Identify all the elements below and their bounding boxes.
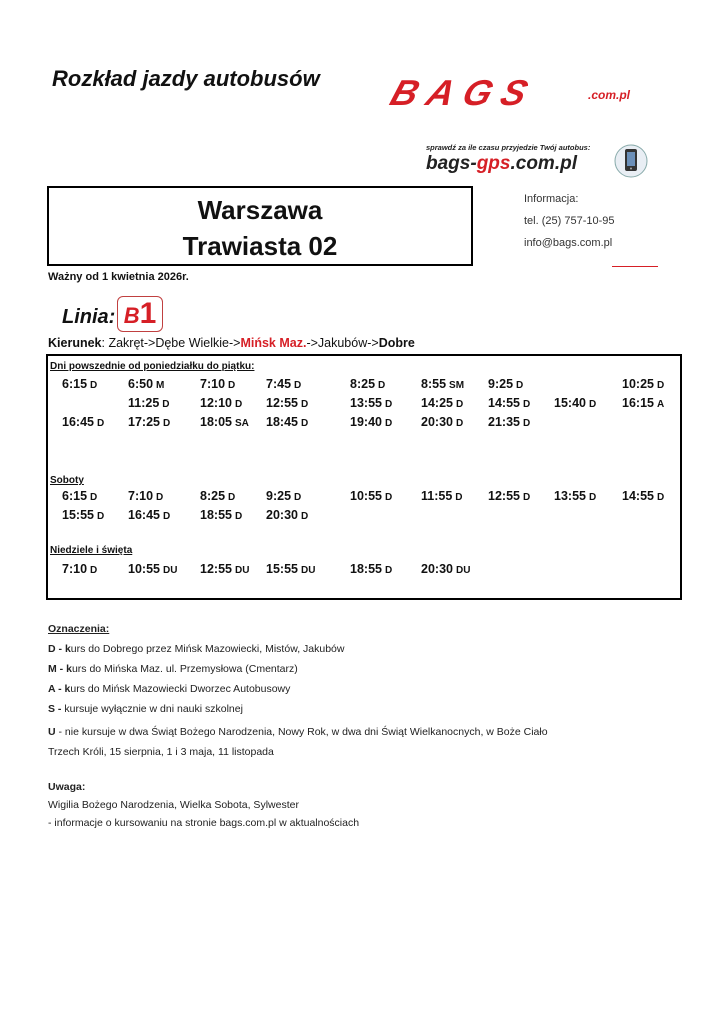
departure-time: 10:55 bbox=[350, 489, 382, 503]
departure bbox=[62, 562, 97, 576]
departure-time: 17:25 bbox=[128, 415, 160, 429]
departure bbox=[350, 396, 392, 410]
legend-item bbox=[48, 659, 344, 679]
departure-time: 12:55 bbox=[266, 396, 298, 410]
departure-symbol: DU bbox=[300, 565, 316, 576]
departure bbox=[622, 396, 664, 410]
departure-symbol: D bbox=[96, 418, 105, 429]
departure-time: 15:55 bbox=[62, 508, 94, 522]
direction-part2: ->Jakubów-> bbox=[306, 336, 379, 350]
departure bbox=[128, 508, 170, 522]
departure-time: 9:25 bbox=[488, 377, 514, 391]
uwaga-title: Uwaga: bbox=[48, 781, 86, 793]
schedule-row bbox=[48, 489, 680, 507]
legend-item bbox=[48, 679, 344, 699]
departure-symbol: D bbox=[588, 399, 597, 410]
departure bbox=[266, 562, 315, 576]
schedule-row bbox=[48, 377, 680, 395]
line-prefix: B bbox=[123, 303, 140, 328]
uwaga-line2: - informacje o kursowaniu na stronie bags.com.pl w aktualnościach bbox=[48, 817, 360, 829]
departure bbox=[200, 415, 249, 429]
legend-k: k bbox=[64, 683, 71, 695]
departure bbox=[622, 489, 664, 503]
departure-symbol: DU bbox=[162, 565, 178, 576]
departure-time: 18:45 bbox=[266, 415, 298, 429]
departure-time: 15:55 bbox=[266, 562, 298, 576]
departure bbox=[266, 415, 308, 429]
departure-time: 18:55 bbox=[350, 562, 382, 576]
schedule-row bbox=[48, 396, 680, 414]
departure-time: 14:25 bbox=[421, 396, 453, 410]
gps-url bbox=[426, 153, 577, 175]
legend-text: urs do Dobrego przez Mińsk Mazowiecki, Mistów, Jakubów bbox=[70, 643, 345, 655]
legend-text: urs do Mińska Maz. ul. Przemysłowa (Cmentarz) bbox=[71, 663, 298, 675]
departure bbox=[200, 489, 235, 503]
departure-time: 15:40 bbox=[554, 396, 586, 410]
departure-time: 14:55 bbox=[488, 396, 520, 410]
departure-symbol: D bbox=[588, 492, 597, 503]
notes-text1: - nie kursuje w dwa Świąt Bożego Narodzenia, Nowy Rok, w dwa dni Świąt Wielkanocnych, w Boże Ciało bbox=[55, 726, 548, 738]
direction-highlight: Mińsk Maz. bbox=[240, 336, 307, 350]
departure-symbol: D bbox=[234, 399, 243, 410]
departure-symbol: D bbox=[300, 511, 309, 522]
departure bbox=[488, 489, 530, 503]
legend-text: kursuje wyłącznie w dni nauki szkolnej bbox=[64, 703, 243, 715]
departure-symbol: D bbox=[156, 492, 164, 503]
exceptions-note bbox=[48, 722, 548, 762]
info-phone: tel. (25) 757-10-95 bbox=[524, 215, 615, 227]
schedule-row bbox=[48, 415, 680, 433]
departure-time: 16:45 bbox=[62, 415, 94, 429]
departure-symbol: M bbox=[156, 380, 165, 391]
direction-part1: : Zakręt->Dębe Wielkie-> bbox=[101, 336, 241, 350]
departure-time: 7:45 bbox=[266, 377, 292, 391]
sunday-header: Niedziele i święta bbox=[50, 545, 133, 556]
departure-symbol: D bbox=[656, 492, 665, 503]
departure-time: 6:15 bbox=[62, 377, 88, 391]
departure-symbol: D bbox=[300, 399, 309, 410]
departure-symbol: D bbox=[455, 418, 464, 429]
uwaga-line1: Wigilia Bożego Narodzenia, Wielka Sobota, Sylwester bbox=[48, 799, 299, 811]
departure bbox=[488, 415, 530, 429]
departure bbox=[200, 377, 235, 391]
departure-symbol: D bbox=[516, 380, 524, 391]
departure-time: 20:30 bbox=[421, 562, 453, 576]
departure bbox=[554, 396, 596, 410]
remarks bbox=[48, 778, 359, 832]
departure bbox=[62, 489, 97, 503]
departure bbox=[488, 377, 523, 391]
notes-code: U bbox=[48, 726, 56, 738]
departure bbox=[266, 377, 301, 391]
legend-sep: - bbox=[55, 703, 65, 715]
departure-time: 10:25 bbox=[622, 377, 654, 391]
line-label: Linia: bbox=[62, 306, 116, 328]
stop-name: Trawiasta 02 bbox=[182, 231, 338, 261]
legend-item bbox=[48, 699, 344, 719]
legend-item bbox=[48, 639, 344, 659]
departure-symbol: D bbox=[90, 565, 98, 576]
departure bbox=[421, 396, 463, 410]
schedule-table bbox=[46, 354, 682, 600]
direction bbox=[48, 336, 415, 350]
bags-logo bbox=[385, 72, 662, 113]
departure-symbol: D bbox=[162, 418, 171, 429]
line-number-badge bbox=[117, 296, 163, 332]
valid-from: Ważny od 1 kwietnia 2026r. bbox=[48, 271, 189, 283]
departure bbox=[350, 377, 385, 391]
gps-tagline: sprawdź za ile czasu przyjedzie Twój autobus: bbox=[426, 143, 591, 152]
saturday-header: Soboty bbox=[50, 475, 84, 486]
departure-time: 14:55 bbox=[622, 489, 654, 503]
departure-symbol: D bbox=[90, 492, 98, 503]
departure bbox=[350, 562, 392, 576]
departure-time: 11:25 bbox=[128, 396, 160, 410]
departure bbox=[128, 562, 177, 576]
legend-sep: - bbox=[55, 683, 65, 695]
departure bbox=[128, 415, 170, 429]
legend-title: Oznaczenia: bbox=[48, 623, 110, 635]
departure bbox=[200, 562, 249, 576]
departure-symbol: D bbox=[228, 380, 236, 391]
departure-time: 10:55 bbox=[128, 562, 160, 576]
legend-k: k bbox=[64, 643, 71, 655]
gps-url-mid: gps bbox=[476, 153, 511, 174]
departure-symbol: D bbox=[228, 492, 236, 503]
departure-symbol: D bbox=[90, 380, 98, 391]
legend-sep: - bbox=[55, 643, 65, 655]
departure-time: 9:25 bbox=[266, 489, 292, 503]
departure bbox=[350, 415, 392, 429]
logo-text: BAGS bbox=[385, 72, 543, 113]
departure bbox=[488, 396, 530, 410]
departure-symbol: D bbox=[294, 380, 302, 391]
departure-symbol: D bbox=[384, 418, 393, 429]
departure-symbol: SM bbox=[449, 380, 465, 391]
departure bbox=[128, 377, 164, 391]
stop-name-box bbox=[47, 186, 473, 266]
departure bbox=[421, 415, 463, 429]
legend-code: A bbox=[48, 683, 56, 695]
departure-time: 13:55 bbox=[350, 396, 382, 410]
departure-time: 8:25 bbox=[200, 489, 226, 503]
departure-symbol: D bbox=[455, 492, 463, 503]
direction-label: Kierunek bbox=[48, 336, 102, 350]
departure-time: 18:55 bbox=[200, 508, 232, 522]
phone-icon bbox=[612, 143, 650, 179]
departure-symbol: SA bbox=[234, 418, 249, 429]
notes-line1 bbox=[48, 722, 548, 742]
departure-time: 20:30 bbox=[421, 415, 453, 429]
departure-symbol: D bbox=[384, 399, 393, 410]
departure bbox=[62, 415, 104, 429]
departure-time: 7:10 bbox=[62, 562, 88, 576]
info-email: info@bags.com.pl bbox=[524, 237, 613, 249]
departure bbox=[421, 489, 463, 503]
departure bbox=[128, 489, 163, 503]
stop-city: Warszawa bbox=[197, 195, 323, 225]
departure-symbol: DU bbox=[234, 565, 250, 576]
legend-sep: - bbox=[56, 663, 67, 675]
departure bbox=[200, 508, 242, 522]
departure-symbol: D bbox=[234, 511, 243, 522]
departure-symbol: D bbox=[522, 399, 531, 410]
departure-time: 12:55 bbox=[200, 562, 232, 576]
line-number: 1 bbox=[139, 297, 157, 330]
departure bbox=[554, 489, 596, 503]
legend bbox=[48, 619, 344, 719]
legend-code: M bbox=[48, 663, 57, 675]
schedule-row bbox=[48, 562, 680, 580]
info-label: Informacja: bbox=[524, 193, 579, 205]
departure bbox=[266, 508, 308, 522]
departure-symbol: D bbox=[300, 418, 309, 429]
departure-time: 18:05 bbox=[200, 415, 232, 429]
departure-symbol: DU bbox=[455, 565, 471, 576]
gps-url-pre: bags- bbox=[426, 153, 477, 174]
logo-domain: .com.pl bbox=[588, 88, 631, 102]
departure-symbol: D bbox=[384, 492, 393, 503]
departure-time: 16:15 bbox=[622, 396, 654, 410]
legend-k: k bbox=[66, 663, 72, 675]
legend-code: D bbox=[48, 643, 56, 655]
legend-text: urs do Mińsk Mazowiecki Dworzec Autobusowy bbox=[70, 683, 291, 695]
departure-time: 12:55 bbox=[488, 489, 520, 503]
departure bbox=[200, 396, 242, 410]
departure bbox=[421, 562, 470, 576]
departure-time: 7:10 bbox=[128, 489, 154, 503]
departure-time: 8:55 bbox=[421, 377, 447, 391]
departure-symbol: D bbox=[378, 380, 386, 391]
direction-final: Dobre bbox=[378, 336, 415, 350]
departure bbox=[266, 396, 308, 410]
schedule-row bbox=[48, 508, 680, 526]
departure-symbol: D bbox=[96, 511, 105, 522]
departure-symbol: D bbox=[522, 492, 531, 503]
departure-time: 21:35 bbox=[488, 415, 520, 429]
departure-time: 20:30 bbox=[266, 508, 298, 522]
departure bbox=[128, 396, 170, 410]
departure-symbol: D bbox=[455, 399, 464, 410]
departure bbox=[421, 377, 464, 391]
departure-symbol: D bbox=[384, 565, 393, 576]
gps-url-post: .com.pl bbox=[510, 153, 577, 174]
departure-symbol: D bbox=[162, 511, 171, 522]
departure-time: 7:10 bbox=[200, 377, 226, 391]
departure-time: 6:15 bbox=[62, 489, 88, 503]
departure-symbol: D bbox=[522, 418, 531, 429]
contact-info bbox=[524, 188, 615, 254]
departure-symbol: A bbox=[656, 399, 665, 410]
departure bbox=[622, 377, 664, 391]
departure-time: 16:45 bbox=[128, 508, 160, 522]
departure-time: 6:50 bbox=[128, 377, 154, 391]
departure bbox=[350, 489, 392, 503]
departure bbox=[62, 508, 104, 522]
departure-time: 19:40 bbox=[350, 415, 382, 429]
departure-time: 8:25 bbox=[350, 377, 376, 391]
departure bbox=[62, 377, 97, 391]
departure-time: 13:55 bbox=[554, 489, 586, 503]
notes-line2: Trzech Króli, 15 sierpnia, 1 i 3 maja, 11 listopada bbox=[48, 746, 274, 758]
page-title: Rozkład jazdy autobusów bbox=[52, 66, 320, 91]
departure-symbol: D bbox=[656, 380, 665, 391]
departure-time: 12:10 bbox=[200, 396, 232, 410]
legend-code: S bbox=[48, 703, 56, 715]
departure-time: 11:55 bbox=[421, 489, 453, 503]
divider bbox=[612, 266, 658, 267]
departure-symbol: D bbox=[162, 399, 170, 410]
departure-symbol: D bbox=[294, 492, 302, 503]
departure bbox=[266, 489, 301, 503]
weekdays-header: Dni powszednie od poniedziałku do piątku: bbox=[50, 361, 255, 372]
